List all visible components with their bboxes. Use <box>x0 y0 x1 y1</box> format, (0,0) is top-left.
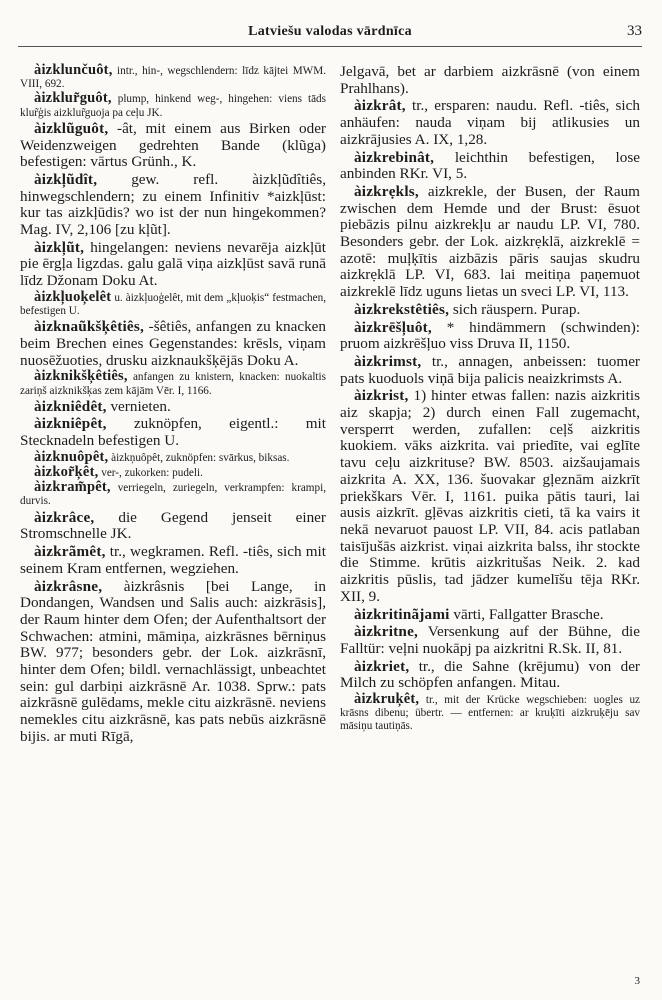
dictionary-entry <box>20 510 326 543</box>
entry-headword: àizklunčuôt, <box>34 62 113 78</box>
left-column <box>20 64 326 747</box>
entry-definition: u. àizkļuoģelêt, mit dem „kļuoķis“ festmachen, befestigen U. <box>20 291 326 318</box>
entry-headword: àizkrebinât, <box>354 148 435 166</box>
dictionary-entry <box>20 319 326 369</box>
dictionary-entry <box>340 64 640 97</box>
entry-definition: leichthin befestigen, lose anbinden RKr. VI, 5. <box>340 148 640 183</box>
dictionary-entry <box>20 288 326 318</box>
entry-headword: àizkļũdît, <box>34 170 98 188</box>
entry-definition: -ât, mit einem aus Birken oder Weidenzweigen gedrehten Bande (klũga) befestigen: vārtus Grünh., K. <box>20 119 326 171</box>
dictionary-entry <box>340 354 640 387</box>
entry-headword: àizkniêpêt, <box>34 415 107 433</box>
entry-headword: àizkor̃ķêt, <box>34 464 99 481</box>
dictionary-entry <box>340 98 640 148</box>
entry-definition: 1) hinter etwas fallen: nazis aizkritis aiz skapja; 2) durch einen Fall zugemacht, versperrt werden, zufallen: ceļš aizkritis kuokiem. vāks aizkrita. vai priedīte, vai eglīte tavu ceļu aizkrituse? BW. 8503. aizšaujamais aizkrita A. XX, 136. šuovakar gļeznām aizkrīt priekškars Vēr. I, 1161. puika pātis tauri, lai ausis aizkrīt. gļēvas aizkritis cieti, tā ka vairs it nekā nevaruot pauost LP. VII, 84. acis patlaban taisījušās aizkrist. viņai aizkrita balss, ihr stockte die Stimme. krūtis aizkritušas Neik. 2. kad aizkritis pūslis, tad jādzer kumelīšu tēja RKr. XII, 9. <box>340 387 640 605</box>
entry-definition: tr., wegkramen. Refl. -tiês, sich mit seinem Kram entfernen, wegziehen. <box>20 543 326 577</box>
entry-headword: àizkruķêt, <box>354 691 420 708</box>
entry-headword: àizkļuoķelêt <box>34 288 112 305</box>
entry-definition: hingelangen: neviens nevarēja aizkļūt pie ērgļa ligzdas. galu galā viņa aizkļūst savā runā līdz Džonam Doku At. <box>20 238 326 290</box>
entry-definition: -šêtiês, anfangen zu knacken beim Brechen eines Gegenstandes: krēsls, viņam nuosēžuoties, drusku aizknaukšķējās Doku A. <box>20 318 326 369</box>
entry-definition: àizkņuôpêt, zuknöpfen: svārkus, biksas. <box>108 451 290 464</box>
dictionary-entry <box>20 399 326 416</box>
entry-headword: àizkram̃pêt, <box>34 479 111 496</box>
entry-definition: tr., annagen, anbeissen: tuomer pats kuoduols viņā bija palicis neaizkrimsts A. <box>340 352 640 387</box>
entry-definition: die Gegend jenseit einer Stromschnelle JK. <box>20 508 326 543</box>
entry-headword: àizknikšķêtiês, <box>34 368 128 385</box>
entry-headword: àizkrēšļuôt, <box>354 318 432 336</box>
entry-definition: aizkrekle, der Busen, der Raum zwischen dem Hemde und der Brust: ēsuot piebāzis pilnu aizkrekļu ar naudu LP. VI, 780. Besonders gebr. der Lok. aizkrẹklā, aizkreklē = azotē: muļķītis aizbāzis pāris saujas skudru aizkrẹklā LP. VI, 683. lai meitiņa paņemuot aizkreklē līdz uguns lietas un sveci LP. VI, 113. <box>340 182 640 301</box>
entry-headword: àizkrimst, <box>354 352 422 370</box>
entry-headword: àizkrãmêt, <box>34 543 106 561</box>
entry-definition: tr., mit der Krücke wegschieben: uogles uz krāsns dibenu; übertr. — entfernen: ar kruķīti aizkruķēju sav māsiņu tautiņās. <box>340 694 640 733</box>
entry-definition: zuknöpfen, eigentl.: mit Stecknadeln befestigen U. <box>20 415 326 450</box>
entry-definition: tr., die Sahne (krējumu) von der Milch zu schöpfen anfangen. Mitau. <box>340 657 640 692</box>
entry-definition: verriegeln, zuriegeln, verkrampfen: krampi, durvis. <box>20 482 326 508</box>
dictionary-entry <box>20 64 326 91</box>
entry-definition: intr., hin-, wegschlendern: līdz kājtei MWM. VIII, 692. <box>20 65 326 91</box>
running-title: Latviešu valodas vārdnīca <box>248 24 412 39</box>
dictionary-entry <box>20 448 326 465</box>
entry-headword: àizkrẹkls, <box>354 182 419 200</box>
entry-definition: * hindämmern (schwinden): pruom aizkrēšļuo viss Druva II, 1150. <box>340 318 640 353</box>
dictionary-entry <box>340 184 640 301</box>
entry-definition: àizkrâsnis [bei Lange, in Dondangen, Wandsen und Salis auch: aizkrāsis], der Raum hinter dem Ofen; der Aufenthaltsort der Schwachen: atmini, māmiņa, aizkrāsnes bērniņus BW. 977; besonders gebr. der Lok. aizkrāsnī, hinter dem Ofen; bildl. vernachlässigt, unbeachtet sein: gul darbiņi aizkrāsnē Ar. 1038. Sprw.: pats aizkrāsnē gulēdams, mekle citu aizkrāsnē. neviens nemekles citu aizkrāsnē, kas pats nebūs aizkrāsnē bijis. ar muti Rīgā, <box>20 577 326 745</box>
dictionary-entry <box>340 693 640 734</box>
entry-headword: àizkrâce, <box>34 508 95 526</box>
entry-headword: àizkritne, <box>354 623 419 641</box>
dictionary-entry <box>20 92 326 119</box>
dictionary-entry <box>340 659 640 692</box>
dictionary-entry <box>20 240 326 290</box>
entry-headword: àizkniêdêt, <box>34 397 107 415</box>
entry-definition: ver-, zukorken: pudeli. <box>98 467 203 480</box>
entry-headword: àizklũguôt, <box>34 119 109 137</box>
entry-headword: àizkrât, <box>354 97 406 115</box>
entry-definition: vārti, Fallgatter Brasche. <box>449 605 604 623</box>
entry-headword: àizkritinãjami <box>354 605 450 623</box>
entry-headword: àizklur̃guôt, <box>34 90 112 107</box>
entry-headword: àizkrist, <box>354 387 409 405</box>
entry-definition: vernieten. <box>106 397 171 415</box>
dictionary-entry <box>20 121 326 171</box>
entry-headword: àizknaũkšķêtiês, <box>34 318 144 336</box>
dictionary-entry <box>340 388 640 605</box>
entry-definition: Versenkung auf der Bühne, die Falltür: veļni nuokāpj pa aizkritni R.Sk. II, 81. <box>340 623 640 657</box>
page-header <box>18 22 642 47</box>
entry-headword: àizknuôpêt, <box>34 448 109 465</box>
entry-headword: àizkļũt, <box>34 238 85 256</box>
entry-definition: Jelgavā, bet ar darbiem aizkrāsnē (von einem Prahlhans). <box>340 63 640 97</box>
dictionary-entry <box>20 416 326 449</box>
dictionary-entry <box>340 320 640 353</box>
entry-headword: àizkrekstêtiês, <box>354 300 450 318</box>
dictionary-entry <box>20 466 326 480</box>
dictionary-entry <box>20 370 326 397</box>
dictionary-entry <box>20 544 326 577</box>
dictionary-entry <box>340 150 640 183</box>
dictionary-entry <box>20 172 326 239</box>
entry-definition: plump, hinkend weg-, hingehen: viens tāds klur̃ģis aizklur̃guoja pa ceļu JK. <box>20 93 326 119</box>
entry-headword: àizkriet, <box>354 657 410 675</box>
entry-definition: anfangen zu knistern, knacken: nuokaltis zariņš aizknikšķas zem kājām Vēr. I, 1166. <box>20 371 326 397</box>
entry-headword: àizkrâsne, <box>34 577 103 595</box>
entry-definition: sich räuspern. Purap. <box>449 300 581 318</box>
dictionary-entry <box>20 579 326 746</box>
dictionary-entry <box>340 624 640 657</box>
right-column <box>340 64 640 735</box>
entry-definition: gew. refl. àizkļũdîtiês, hinwegschlendern; zu einem Infinitiv *aizkļūst: kur tas aizkļūdis? wo ist der nun hingekommen? Mag. IV, 2,106 [zu kļũt]. <box>20 170 326 239</box>
entry-definition: tr., ersparen: naudu. Refl. -tiês, sich anhäufen: nauda viņam bij atlikusies un aizkrājusies A. IX, 1,28. <box>340 97 640 148</box>
dictionary-entry <box>340 607 640 624</box>
page-number: 33 <box>627 23 642 39</box>
dictionary-entry <box>340 302 640 319</box>
signature-mark: 3 <box>634 975 640 987</box>
dictionary-entry <box>20 481 326 508</box>
